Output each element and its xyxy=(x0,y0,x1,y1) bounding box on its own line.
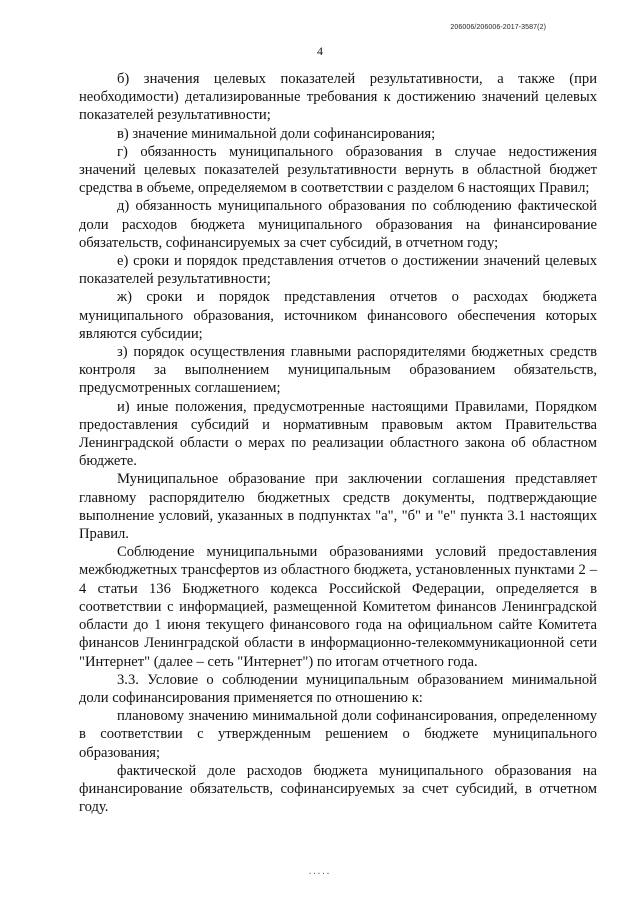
paragraph-item-zh: ж) сроки и порядок представления отчетов о расходах бюджета муниципального образования, источником финансового обеспечения которых являются субсидии; xyxy=(79,289,597,342)
paragraph-item-g: г) обязанность муниципального образования в случае недостижения значений целевых показателей результативности вернуть в областной бюджет средства в объеме, определяемом в соответствии с разделом 6 настоящих Правил; xyxy=(79,143,597,197)
paragraph-actual-share: фактической доле расходов бюджета муниципального образования на финансирование обязательств, софинансируемых за счет субсидий, в отчетном году. xyxy=(79,762,597,816)
paragraph-item-d: д) обязанность муниципального образования по соблюдению фактической доли расходов бюджета муниципального образования на финансирование обязательств, софинансируемых за счет субсидий, в отчетном году; xyxy=(79,198,597,251)
document-registration-code: 206006/206006-2017-3587(2) xyxy=(450,24,546,31)
footer-dots: ..... xyxy=(308,866,332,877)
paragraph-item-e: е) сроки и порядок представления отчетов о достижении значений целевых показателей результативности; xyxy=(79,253,597,288)
paragraph-documents: Муниципальное образование при заключении соглашения представляет главному распорядителю бюджетных средств документы, подтверждающие выполнение условий, указанных в подпунктах "а", "б" и "е" пункта 3.1 настоящих Правил. xyxy=(79,471,597,543)
paragraph-item-v: в) значение минимальной доли софинансирования; xyxy=(117,125,436,142)
paragraph-item-i: и) иные положения, предусмотренные настоящими Правилами, Порядком предоставления субсидий и нормативным правовым актом Правительства Ленинградской области о мерах по реализации областного закона об областном бюджете. xyxy=(79,398,597,470)
document-body xyxy=(79,70,597,816)
page-number: 4 xyxy=(317,44,323,58)
paragraph-item-b: б) значения целевых показателей результативности, а также (при необходимости) детализированные требования к достижению значений целевых показателей результативности; xyxy=(79,71,597,124)
paragraph-section-3-3: 3.3. Условие о соблюдении муниципальным образованием минимальной доли софинансирования применяется по отношению к: xyxy=(79,671,597,706)
paragraph-planned-value: плановому значению минимальной доли софинансирования, определенному в соответствии с утвержденным решением о бюджете муниципального образования; xyxy=(79,708,597,761)
paragraph-compliance: Соблюдение муниципальными образованиями условий предоставления межбюджетных трансфертов из областного бюджета, установленных пунктами 2 – 4 статьи 136 Бюджетного кодекса Российской Федерации, определяется в соответствии с информацией, размещенной Комитетом финансов Ленинградской области до 1 июня текущего финансового года на официальном сайте Комитета финансов Ленинградской области в информационно-телекоммуникационной сети "Интернет" (далее – сеть "Интернет") по итогам отчетного года. xyxy=(79,544,597,670)
paragraph-item-z: з) порядок осуществления главными распорядителями бюджетных средств контроля за выполнением муниципальным образованием обязательств, предусмотренных соглашением; xyxy=(79,344,597,397)
